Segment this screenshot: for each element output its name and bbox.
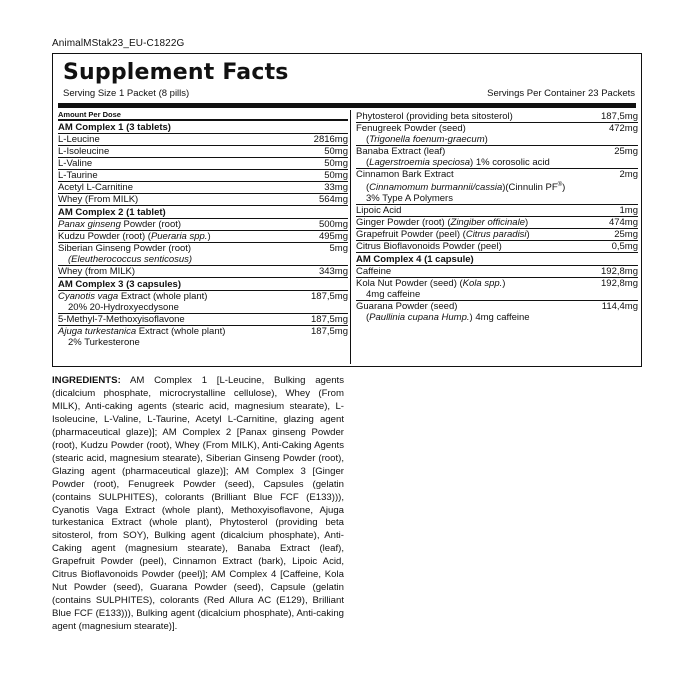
right-column — [356, 111, 638, 323]
amount-per-dose-header: Amount Per Dose — [58, 110, 348, 121]
nutrient-row: L-Leucine 2816mg — [58, 134, 348, 145]
servings-per-container: Servings Per Container 23 Packets — [487, 88, 635, 99]
nutrient-row: Lipoic Acid 1mg — [356, 205, 638, 217]
nutrient-row: Guarana Powder (seed) (Paullinia cupana Hump.) 4mg caffeine 114,4mg — [356, 301, 638, 324]
thick-rule — [58, 103, 636, 108]
ingredients-block — [52, 375, 344, 634]
supplement-facts-panel — [52, 53, 642, 367]
complex1-header: AM Complex 1 (3 tablets) — [58, 121, 348, 134]
complex2-header: AM Complex 2 (1 tablet) — [58, 206, 348, 219]
nutrient-row: Ajuga turkestanica Extract (whole plant) 2% Turkesterone 187,5mg — [58, 326, 348, 348]
nutrient-row: Acetyl L-Carnitine 33mg — [58, 182, 348, 193]
nutrient-row: Banaba Extract (leaf) (Lagerstroemia speciosa) 1% corosolic acid 25mg — [356, 146, 638, 168]
nutrient-row: Ginger Powder (root) (Zingiber officinale) 474mg — [356, 217, 638, 229]
serving-size: Serving Size 1 Packet (8 pills) — [63, 88, 190, 99]
nutrient-row: Phytosterol (providing beta sitosterol) 187,5mg — [356, 111, 638, 122]
nutrient-row: Panax ginseng Powder (root) 500mg — [58, 219, 348, 230]
nutrient-row: Siberian Ginseng Powder (root) (Eleutherococcus senticosus) 5mg — [58, 243, 348, 265]
nutrient-row: Citrus Bioflavonoids Powder (peel) 0,5mg — [356, 241, 638, 253]
nutrient-row: Cinnamon Bark Extract (Cinnamomum burmannii/cassia)(Cinnulin PF®) 3% Type A Polymers 2mg — [356, 169, 638, 205]
nutrient-row: L-Isoleucine 50mg — [58, 146, 348, 157]
nutrient-row: Fenugreek Powder (seed) (Trigonella foenum-graecum) 472mg — [356, 123, 638, 145]
ingredients-text: AM Complex 1 [L-Leucine, Bulking agents (dicalcium phosphate, microcrystalline cellulose), Whey (From MILK), Anti-caking agents (stearic acid, magnesium stearate), L-Isoleucine, L-Valine, L-Taurine, Acetyl L-Carnitine, glazing agent (pharmaceutical glaze)]; AM Complex 2 [Panax ginseng Powder (root), Kudzu Powder (root), Whey (From MILK), Anti-Caking Agents (stearic acid, magnesium stearate), Siberian Ginseng Powder (root), Glazing agent (pharmaceutical glaze)]; AM Complex 3 [Ginger Powder (root), Fenugreek Powder (seed), Capsules (gelatin (contains SULPHITES), colorants (Brilliant Blue FCF (E133))), Cyanotis Vaga Extract (whole plant), Methoxyisoflavone, Ajuga turkestanica Extract (whole plant), Phytosterol (providing beta sitosterol, from SOY), Bulking agent (dicalcium phosphate), Anti-Caking agent (magnesium stearate), Banaba Extract (leaf), Grapefruit Powder (peel), Cinnamon Extract (bark), Lipoic Acid, Citrus Bioflavonoids Powder (peel)]; AM Complex 4 [Caffeine, Kola Nut Powder (seed), Guarana Powder (seed), Capsule (gelatin (contains SULPHITES), colorants (Red Allura AC (E129), Brilliant Blue FCF (E133))), Bulking agent (dicalcium phosphate), Anti-caking agent (magnesium stearate)]. — [52, 375, 344, 633]
nutrient-row: Kola Nut Powder (seed) (Kola spp.) 4mg caffeine 192,8mg — [356, 278, 638, 301]
nutrient-row: 5-Methyl-7-Methoxyisoflavone 187,5mg — [58, 314, 348, 325]
left-column — [58, 110, 348, 348]
nutrient-row: Whey (from MILK) 343mg — [58, 266, 348, 277]
nutrient-row: Whey (From MILK) 564mg — [58, 194, 348, 205]
nutrient-row: L-Valine 50mg — [58, 158, 348, 169]
nutrient-row: L-Taurine 50mg — [58, 170, 348, 181]
nutrient-row: Caffeine 192,8mg — [356, 266, 638, 278]
product-code: AnimalMStak23_EU-C1822G — [52, 38, 185, 49]
nutrient-row: Cyanotis vaga Extract (whole plant) 20% 20-Hydroxyecdysone 187,5mg — [58, 291, 348, 313]
complex4-header: AM Complex 4 (1 capsule) — [356, 253, 638, 266]
nutrient-row: Kudzu Powder (root) (Pueraria spp.) 495mg — [58, 231, 348, 242]
nutrient-row: Grapefruit Powder (peel) (Citrus paradisi) 25mg — [356, 229, 638, 241]
panel-title: Supplement Facts — [63, 60, 289, 85]
column-divider — [350, 110, 351, 364]
ingredients-label: INGREDIENTS: — [52, 375, 121, 386]
complex3-header: AM Complex 3 (3 capsules) — [58, 278, 348, 291]
